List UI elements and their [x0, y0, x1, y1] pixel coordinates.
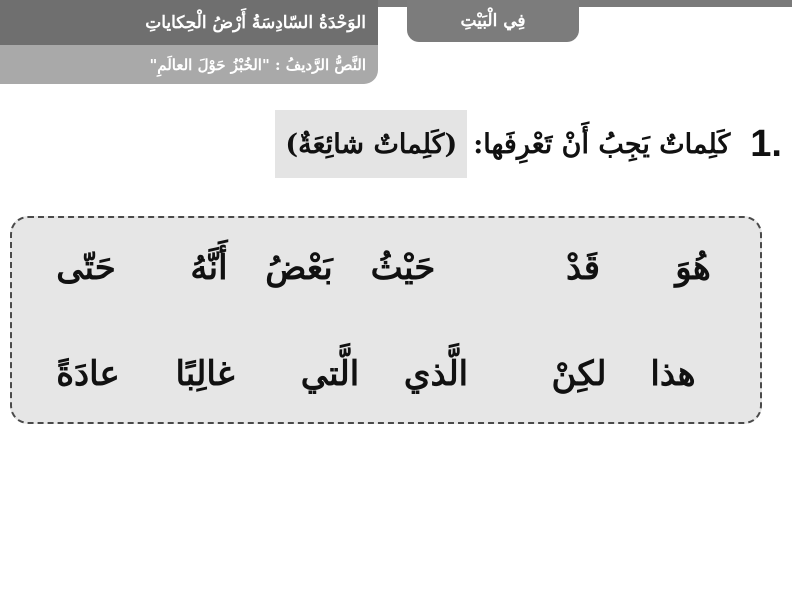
word-item: بَعْضُ	[265, 248, 333, 288]
word-item: حَيْثُ	[370, 248, 436, 288]
word-item: لكِنْ	[551, 354, 607, 394]
word-item: حَتّى	[56, 248, 116, 288]
word-item: هُوَ	[675, 248, 711, 288]
word-item: غالِبًا	[175, 354, 235, 394]
unit-header	[0, 0, 378, 84]
section-number: 1.	[750, 122, 782, 165]
word-item: عادَةً	[56, 354, 120, 394]
word-box	[10, 216, 762, 424]
section-highlight: (كَلِماتٌ شائِعَةٌ)	[275, 110, 467, 178]
section-heading	[275, 100, 782, 188]
word-item: قَدْ	[565, 248, 601, 288]
unit-title: الوَحْدَةُ السّادِسَةُ أَرْضُ الْحِكاياتِ	[0, 0, 378, 45]
word-item: الَّذي	[403, 354, 469, 394]
home-tab: فِي الْبَيْتِ	[407, 0, 579, 42]
word-item: الَّتي	[300, 354, 360, 394]
word-item: هذا	[650, 354, 696, 394]
word-item: أَنَّهُ	[190, 248, 228, 288]
unit-subtitle: النَّصُّ الرَّديفُ : "الخُبْزُ حَوْلَ العالَمِ"	[0, 45, 378, 84]
section-title: كَلِماتٌ يَجِبُ أَنْ تَعْرِفَها:	[473, 128, 731, 160]
